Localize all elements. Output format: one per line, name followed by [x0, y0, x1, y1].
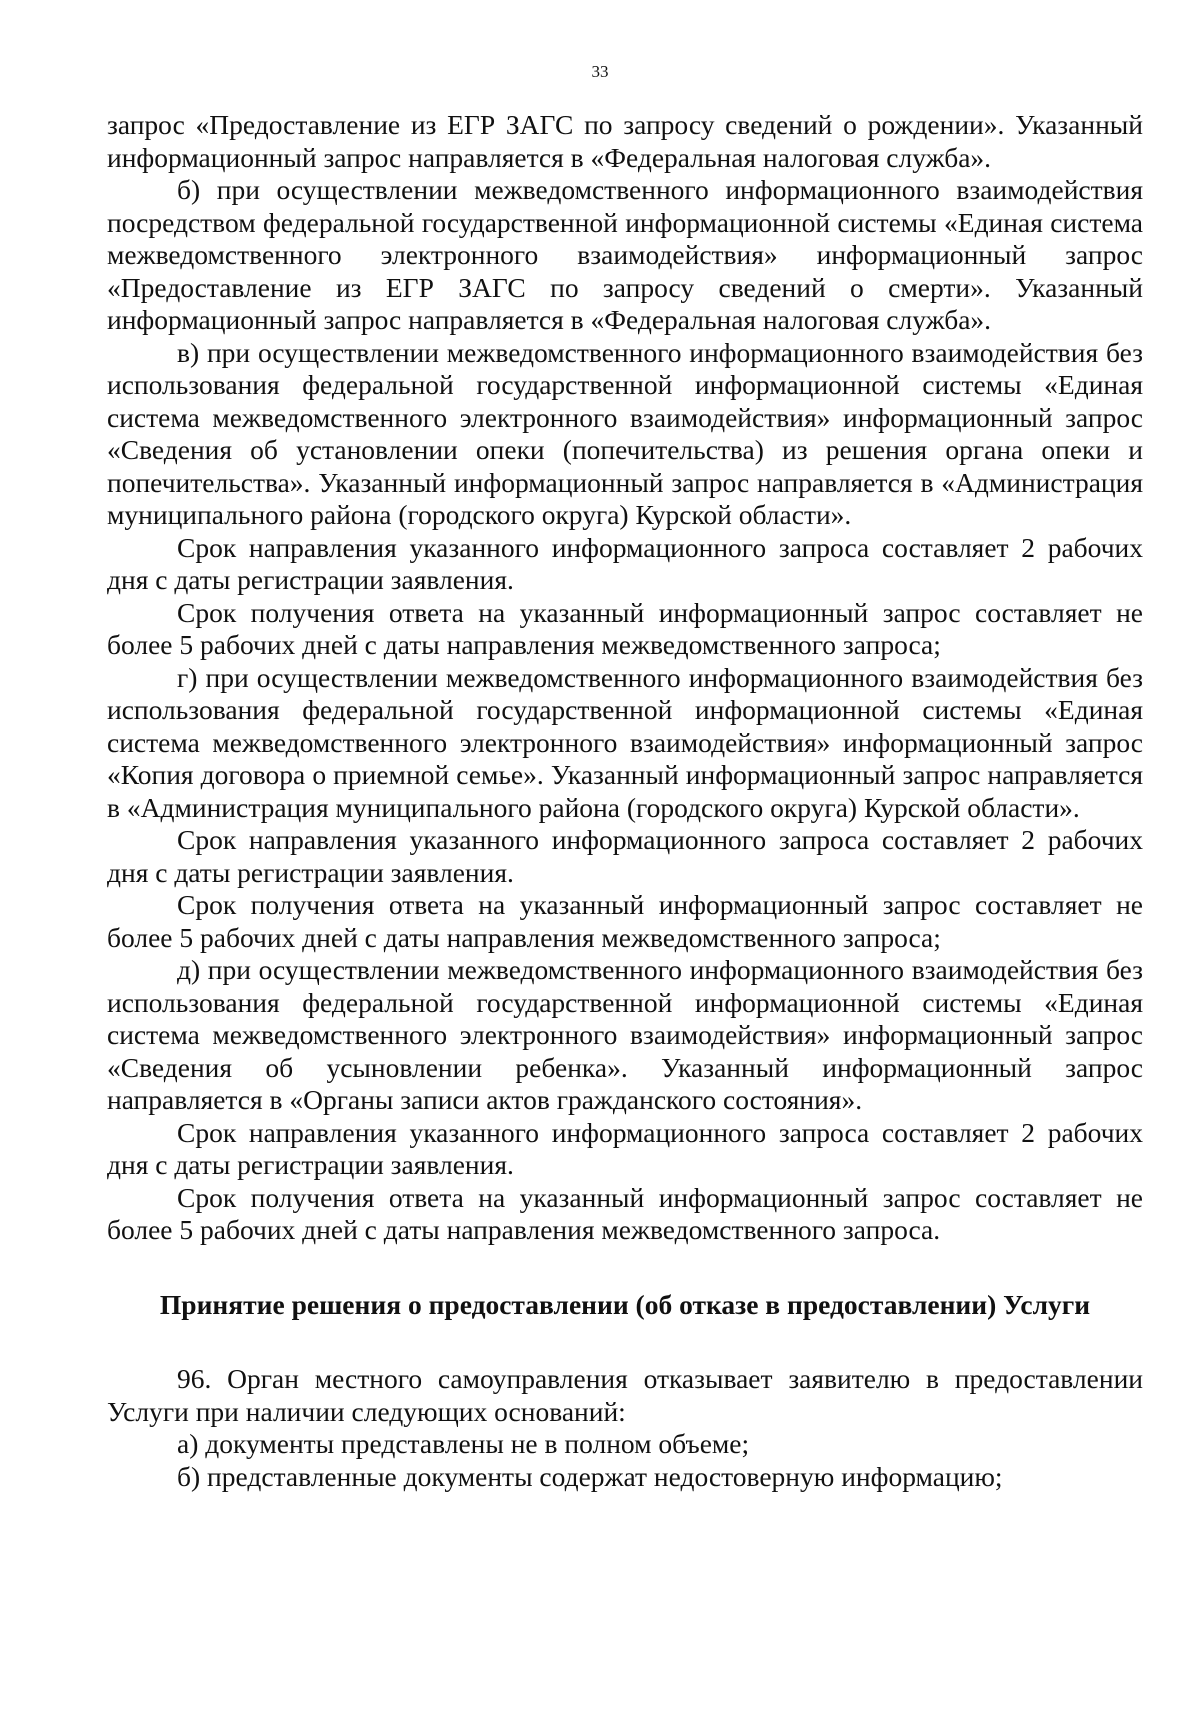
page-number: 33 — [591, 62, 609, 81]
document-body — [107, 109, 1143, 1493]
paragraph-deadline-send: Срок направления указанного информационного запроса составляет 2 рабочих дня с даты регистрации заявления. — [107, 531, 1143, 595]
paragraph-item-d: д) при осуществлении межведомственного информационного взаимодействия без использования федеральной государственной информационной системы «Единая система межведомственного электронного взаимодействия» информационный запрос «Сведения об усыновлении ребенка». Указанный информационный запрос направляется в «Органы записи актов гражданского состояния». — [107, 954, 1143, 1115]
paragraph-continuation: запрос «Предоставление из ЕГР ЗАГС по запросу сведений о рождении». Указанный информационный запрос направляется в «Федеральная налоговая служба». — [107, 109, 1143, 173]
paragraph-deadline-response: Срок получения ответа на указанный информационный запрос составляет не более 5 рабочих дней с даты направления межведомственного запроса; — [107, 889, 1143, 953]
section-heading: Принятие решения о предоставлении (об отказе в предоставлении) Услуги — [159, 1288, 1091, 1320]
paragraph-item-v: в) при осуществлении межведомственного информационного взаимодействия без использования федеральной государственной информационной системы «Единая система межведомственного электронного взаимодействия» информационный запрос «Сведения об установлении опеки (попечительства) из решения органа опеки и попечительства». Указанный информационный запрос направляется в «Администрация муниципального района (городского округа) Курской области». — [107, 336, 1143, 530]
paragraph-96: 96. Орган местного самоуправления отказывает заявителю в предоставлении Услуги при наличии следующих оснований: — [107, 1363, 1143, 1427]
paragraph-deadline-response: Срок получения ответа на указанный информационный запрос составляет не более 5 рабочих дней с даты направления межведомственного запроса; — [107, 596, 1143, 660]
paragraph-deadline-send: Срок направления указанного информационного запроса составляет 2 рабочих дня с даты регистрации заявления. — [107, 824, 1143, 888]
paragraph-item-b: б) при осуществлении межведомственного информационного взаимодействия посредством федеральной государственной информационной системы «Единая система межведомственного электронного взаимодействия» информационный запрос «Предоставление из ЕГР ЗАГС по запросу сведений о смерти». Указанный информационный запрос направляется в «Федеральная налоговая служба». — [107, 174, 1143, 335]
paragraph-item-g: г) при осуществлении межведомственного информационного взаимодействия без использования федеральной государственной информационной системы «Единая система межведомственного электронного взаимодействия» информационный запрос «Копия договора о приемной семье». Указанный информационный запрос направляется в «Администрация муниципального района (городского округа) Курской области». — [107, 661, 1143, 823]
list-item-a: а) документы представлены не в полном объеме; — [177, 1428, 750, 1459]
paragraph-deadline-send: Срок направления указанного информационного запроса составляет 2 рабочих дня с даты регистрации заявления. — [107, 1116, 1143, 1180]
list-item-b: б) представленные документы содержат недостоверную информацию; — [177, 1460, 1003, 1492]
paragraph-deadline-response: Срок получения ответа на указанный информационный запрос составляет не более 5 рабочих дней с даты направления межведомственного запроса. — [107, 1181, 1143, 1245]
